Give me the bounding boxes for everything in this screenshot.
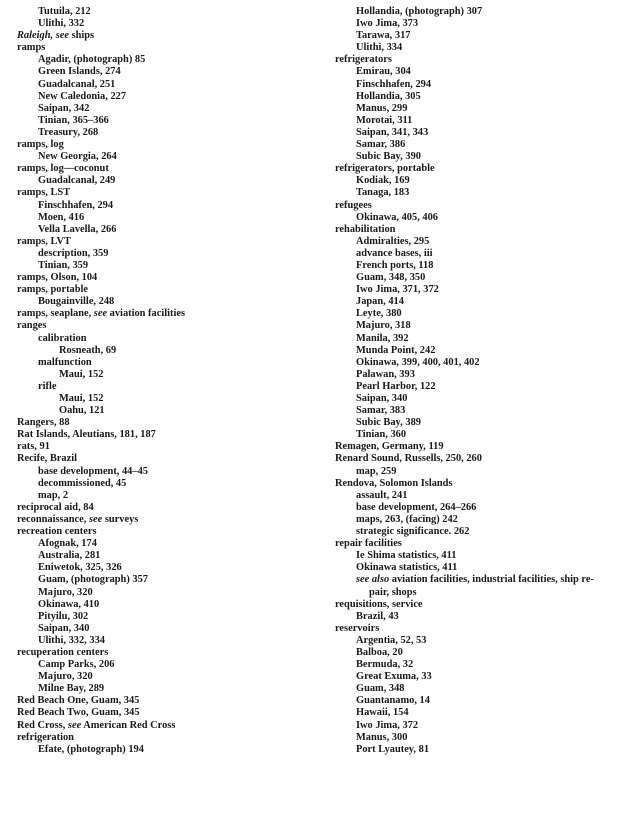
index-entry-text: Leyte, 380 — [356, 308, 402, 320]
index-entry — [335, 659, 635, 671]
index-entry — [17, 720, 317, 732]
index-entry-text: rehabilitation — [335, 223, 396, 235]
index-entry-text: Ulithi, 332 — [38, 18, 85, 30]
index-entry-text: Eniwetok, 325, 326 — [38, 562, 122, 574]
index-entry — [17, 659, 317, 671]
index-entry — [335, 441, 635, 453]
index-entry — [335, 732, 635, 744]
index-entry — [17, 151, 317, 163]
index-entry — [17, 187, 317, 199]
index-entry — [335, 417, 635, 429]
index-entry-text: Ie Shima statistics, 411 — [356, 550, 457, 562]
index-entry — [17, 42, 317, 54]
index-entry-text: Red Beach Two, Guam, 345 — [17, 707, 140, 719]
index-entry-text: Vella Lavella, 266 — [38, 223, 117, 235]
index-entry-text: Red Cross, — [17, 719, 66, 731]
index-entry — [335, 345, 635, 357]
index-entry — [17, 587, 317, 599]
index-entry — [17, 526, 317, 538]
index-entry — [335, 466, 635, 478]
index-entry — [335, 478, 635, 490]
index-entry — [335, 296, 635, 308]
index-entry-text: Saipan, 340 — [38, 622, 90, 634]
index-entry-text: Tutuila, 212 — [38, 6, 91, 17]
index-entry-text: assault, 241 — [356, 489, 408, 501]
index-entry — [335, 405, 635, 417]
index-entry-see-reference: see — [91, 308, 108, 320]
index-entry — [17, 236, 317, 248]
index-entry-see-reference: see also — [356, 574, 390, 586]
index-entry — [17, 611, 317, 623]
index-entry-text: Tinian, 365–366 — [38, 114, 109, 126]
index-entry — [17, 296, 317, 308]
index-entry-see-reference: see — [65, 719, 82, 731]
index-entry — [17, 647, 317, 659]
index-entry-text: recuperation centers — [17, 646, 109, 658]
print-smudge — [258, 572, 270, 590]
index-entry — [17, 429, 317, 441]
index-entry-text: Pearl Harbor, 122 — [356, 380, 436, 392]
index-entry-text: Efate, (photograph) 194 — [38, 743, 144, 755]
index-entry — [335, 187, 635, 199]
index-entry — [335, 526, 635, 538]
index-entry — [335, 6, 635, 18]
index-entry-text: ramps, seaplane, — [17, 308, 92, 320]
index-entry-text: repair facilities — [335, 538, 402, 550]
index-entry-text: Maui, 152 — [59, 368, 104, 380]
index-entry-text: ramps, log — [17, 139, 64, 151]
index-entry-text: Moen, 416 — [38, 211, 85, 223]
index-entry — [17, 175, 317, 187]
index-entry — [17, 103, 317, 115]
index-entry — [17, 127, 317, 139]
index-entry-text: Saipan, 340 — [356, 393, 408, 404]
index-entry-see-reference: see — [53, 30, 69, 42]
index-entry — [17, 562, 317, 574]
index-entry-text: Australia, 281 — [38, 550, 101, 562]
index-entry — [335, 695, 635, 707]
index-entry-text: Treasury, 268 — [38, 126, 99, 138]
index-entry-text: rats, 91 — [17, 441, 50, 453]
index-entry — [335, 683, 635, 695]
index-entry — [335, 720, 635, 732]
index-entry-text: Okinawa, 399, 400, 401, 402 — [356, 356, 480, 368]
index-entry — [335, 66, 635, 78]
index-entry-text: Majuro, 320 — [38, 671, 93, 683]
index-entry — [17, 635, 317, 647]
index-entry-text: decommissioned, 45 — [38, 477, 127, 489]
index-entry — [17, 478, 317, 490]
index-entry-text: Majuro, 318 — [356, 320, 411, 332]
index-entry-text: Agadir, (photograph) 85 — [38, 54, 146, 66]
index-entry-text: Hollandia, 305 — [356, 90, 421, 102]
index-entry-text: Munda Point, 242 — [356, 344, 436, 356]
index-entry — [335, 635, 635, 647]
index-entry-text: Tinian, 360 — [356, 429, 407, 441]
index-entry — [17, 284, 317, 296]
index-entry — [17, 683, 317, 695]
index-entry-text: strategic significance. 262 — [356, 526, 470, 538]
index-entry-text: rifle — [38, 380, 57, 392]
index-entry-text: Rangers, 88 — [17, 417, 70, 429]
index-entry — [335, 502, 635, 514]
index-entry-text: ramps — [17, 42, 46, 54]
index-entry — [335, 272, 635, 284]
index-entry — [17, 115, 317, 127]
index-entry — [17, 18, 317, 30]
index-entry — [335, 671, 635, 683]
index-entry-text: ramps, LVT — [17, 235, 71, 247]
index-entry-text: malfunction — [38, 356, 92, 368]
index-entry — [335, 248, 635, 260]
index-entry-text: Milne Bay, 289 — [38, 683, 105, 695]
index-entry-text: Hollandia, (photograph) 307 — [356, 6, 483, 17]
index-entry-text: Emirau, 304 — [356, 66, 411, 78]
index-entry — [17, 139, 317, 151]
index-entry-text: Samar, 386 — [356, 139, 406, 151]
index-entry-see-target: aviation facilities, industrial facilities, ship re- — [389, 574, 594, 586]
index-entry — [17, 260, 317, 272]
index-entry — [335, 611, 635, 623]
index-entry-text: Rosneath, 69 — [59, 344, 117, 356]
index-entry-text: reconnaissance, — [17, 513, 87, 525]
index-entry — [17, 671, 317, 683]
index-entry-text: ramps, Olson, 104 — [17, 272, 98, 284]
index-entry — [335, 623, 635, 635]
index-entry-text: Bougainville, 248 — [38, 296, 115, 308]
index-entry-text: Iwo Jima, 371, 372 — [356, 284, 439, 296]
index-entry — [17, 417, 317, 429]
index-entry-text: base development, 264–266 — [356, 501, 477, 513]
index-entry-text: requisitions, service — [335, 598, 423, 610]
index-entry-text: Okinawa, 410 — [38, 598, 100, 610]
index-entry-text: Kodiak, 169 — [356, 175, 410, 187]
index-entry — [17, 623, 317, 635]
index-entry — [335, 151, 635, 163]
index-entry-text: Oahu, 121 — [59, 405, 105, 417]
index-entry-text: Subic Bay, 389 — [356, 417, 421, 429]
index-entry-text: New Georgia, 264 — [38, 151, 117, 163]
index-entry-text: Samar, 383 — [356, 405, 406, 417]
index-entry — [17, 453, 317, 465]
index-entry — [17, 466, 317, 478]
index-entry — [335, 54, 635, 66]
index-entry — [17, 54, 317, 66]
index-entry-text: Okinawa, 405, 406 — [356, 211, 438, 223]
index-entry — [17, 405, 317, 417]
index-entry-text: Guantanamo, 14 — [356, 695, 430, 707]
index-entry-text: Maui, 152 — [59, 393, 104, 404]
index-entry — [335, 260, 635, 272]
index-entry-text: Guadalcanal, 251 — [38, 78, 116, 90]
index-entry-text: Ulithi, 332, 334 — [38, 634, 105, 646]
index-entry-text: New Caledonia, 227 — [38, 90, 127, 102]
index-entry — [335, 357, 635, 369]
index-column-left — [17, 6, 317, 756]
index-entry — [17, 163, 317, 175]
index-entry — [335, 127, 635, 139]
index-entry-text: base development, 44–45 — [38, 465, 148, 477]
index-entry — [17, 224, 317, 236]
index-entry-text: Port Lyautey, 81 — [356, 743, 430, 755]
index-entry — [335, 599, 635, 611]
index-entry — [17, 369, 317, 381]
index-entry-see-target: American Red Cross — [81, 719, 176, 731]
index-entry-text: Saipan, 342 — [38, 102, 90, 114]
index-entry — [17, 66, 317, 78]
index-entry — [335, 200, 635, 212]
index-entry-text: Great Exuma, 33 — [356, 671, 432, 683]
index-entry — [335, 139, 635, 151]
index-entry-text: pair, shops — [369, 586, 417, 598]
index-entry-text: Manus, 299 — [356, 102, 408, 114]
index-entry-text: ramps, LST — [17, 187, 71, 199]
index-entry — [17, 744, 317, 756]
index-entry-text: Hawaii, 154 — [356, 707, 409, 719]
index-entry — [17, 732, 317, 744]
index-entry-see-target: aviation facilities — [107, 308, 185, 320]
index-entry-text: French ports, 118 — [356, 259, 434, 271]
index-entry — [335, 103, 635, 115]
index-entry-text: Guadalcanal, 249 — [38, 175, 116, 187]
index-entry — [335, 453, 635, 465]
index-entry — [335, 707, 635, 719]
index-entry-text: Red Beach One, Guam, 345 — [17, 695, 140, 707]
index-entry — [335, 744, 635, 756]
index-entry-text: refrigerators — [335, 54, 392, 66]
index-column-right — [335, 6, 635, 756]
index-entry — [17, 441, 317, 453]
index-entry — [335, 224, 635, 236]
index-entry — [335, 212, 635, 224]
index-entry — [17, 333, 317, 345]
index-entry-text: Tanaga, 183 — [356, 187, 410, 199]
index-entry — [335, 333, 635, 345]
index-entry — [17, 79, 317, 91]
index-entry-text: refrigeration — [17, 731, 74, 743]
index-entry — [335, 393, 635, 405]
index-entry — [17, 30, 317, 42]
index-entry-text: Okinawa statistics, 411 — [356, 562, 458, 574]
index-entry-text: recreation centers — [17, 526, 97, 538]
index-entry — [17, 6, 317, 18]
index-entry-text: Guam, 348 — [356, 683, 405, 695]
index-entry — [17, 393, 317, 405]
index-entry — [335, 381, 635, 393]
index-entry — [17, 91, 317, 103]
index-entry — [335, 79, 635, 91]
index-entry — [335, 163, 635, 175]
index-entry-text: Morotai, 311 — [356, 114, 413, 126]
index-entry-text: Japan, 414 — [356, 296, 404, 308]
index-entry — [17, 538, 317, 550]
index-entry — [17, 212, 317, 224]
index-entry-text: ramps, portable — [17, 284, 88, 296]
index-entry — [335, 369, 635, 381]
index-entry — [17, 550, 317, 562]
index-entry — [17, 514, 317, 526]
index-entry-text: ramps, log—coconut — [17, 163, 109, 175]
index-entry-text: map, 2 — [38, 489, 69, 501]
index-entry-text: Recife, Brazil — [17, 453, 78, 465]
index-entry — [335, 284, 635, 296]
index-entry-text: Argentia, 52, 53 — [356, 634, 427, 646]
index-entry — [335, 91, 635, 103]
index-entry-text: Manus, 300 — [356, 731, 408, 743]
index-entry-text: Iwo Jima, 373 — [356, 18, 419, 30]
index-entry — [17, 381, 317, 393]
index-entry-text: maps, 263, (facing) 242 — [356, 513, 458, 525]
index-entry-see-reference: see — [86, 513, 103, 525]
index-entry-text: Palawan, 393 — [356, 368, 415, 380]
index-entry-text: Saipan, 341, 343 — [356, 126, 429, 138]
index-entry-text: Finschhafen, 294 — [38, 199, 114, 211]
index-entry-text: Manila, 392 — [356, 332, 409, 344]
index-entry-text: Guam, 348, 350 — [356, 272, 426, 284]
index-entry — [17, 695, 317, 707]
index-entry-see-target: surveys — [102, 513, 139, 525]
index-entry-text: Renard Sound, Russells, 250, 260 — [335, 453, 482, 465]
index-entry-text: ranges — [17, 320, 47, 332]
index-entry — [17, 272, 317, 284]
index-entry-text: Tinian, 359 — [38, 259, 89, 271]
index-entry — [335, 429, 635, 441]
index-entry — [335, 490, 635, 502]
index-entry-text: map, 259 — [356, 465, 397, 477]
index-entry — [17, 574, 317, 586]
index-entry-text: calibration — [38, 332, 87, 344]
index-entry — [335, 175, 635, 187]
index-entry — [335, 562, 635, 574]
index-entry — [335, 514, 635, 526]
index-entry-text: Admiralties, 295 — [356, 235, 430, 247]
index-entry — [17, 308, 317, 320]
index-entry — [335, 574, 635, 586]
index-entry-text: refrigerators, portable — [335, 163, 435, 175]
index-entry — [17, 248, 317, 260]
index-entry-text: Camp Parks, 206 — [38, 659, 115, 671]
index-entry-text: Finschhafen, 294 — [356, 78, 432, 90]
index-entry-text: Majuro, 320 — [38, 586, 93, 598]
index-entry — [335, 30, 635, 42]
index-entry-text: Tarawa, 317 — [356, 30, 411, 42]
index-entry-text: refugees — [335, 199, 372, 211]
index-entry-text: Green Islands, 274 — [38, 66, 121, 78]
index-entry — [335, 550, 635, 562]
index-entry-text: Remagen, Germany, 119 — [335, 441, 444, 453]
index-entry — [17, 200, 317, 212]
index-entry-text: Pityilu, 302 — [38, 610, 89, 622]
index-entry-text: Bermuda, 32 — [356, 659, 414, 671]
index-entry-text: Guam, (photograph) 357 — [38, 574, 148, 586]
index-entry-text: Afognak, 174 — [38, 538, 97, 550]
index-entry — [335, 647, 635, 659]
index-entry-text: Rat Islands, Aleutians, 181, 187 — [17, 429, 156, 441]
index-entry-text: Brazil, 43 — [356, 610, 399, 622]
index-entry — [335, 320, 635, 332]
index-entry-text: Iwo Jima, 372 — [356, 719, 419, 731]
index-entry — [17, 707, 317, 719]
index-entry-text: description, 359 — [38, 247, 109, 259]
index-entry — [335, 538, 635, 550]
index-entry-text: Subic Bay, 390 — [356, 151, 421, 163]
index-entry-see-target: ships — [68, 30, 95, 42]
index-entry-text: advance bases, iii — [356, 247, 433, 259]
index-entry — [335, 115, 635, 127]
index-entry-text: reciprocal aid, 84 — [17, 501, 94, 513]
index-entry-italic-term: Raleigh, — [17, 30, 54, 42]
index-entry-text: Balboa, 20 — [356, 646, 403, 658]
index-entry — [17, 490, 317, 502]
index-entry — [17, 502, 317, 514]
index-entry — [335, 587, 635, 599]
index-entry — [335, 236, 635, 248]
index-entry — [17, 357, 317, 369]
index-entry — [335, 42, 635, 54]
index-entry — [335, 308, 635, 320]
index-entry-text: Rendova, Solomon Islands — [335, 477, 453, 489]
index-entry — [17, 599, 317, 611]
index-entry — [335, 18, 635, 30]
index-entry — [17, 320, 317, 332]
index-entry-text: reservoirs — [335, 622, 380, 634]
index-entry-text: Ulithi, 334 — [356, 42, 403, 54]
index-entry — [17, 345, 317, 357]
